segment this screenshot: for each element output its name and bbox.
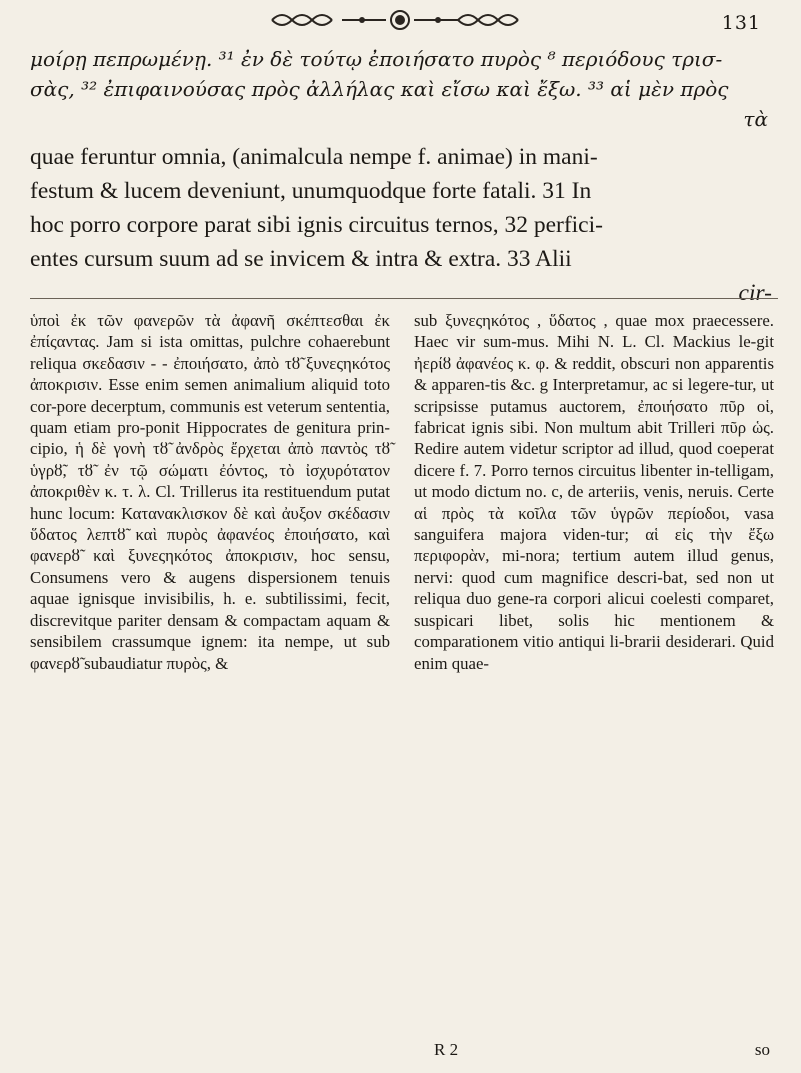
headpiece-ornament [262, 6, 538, 34]
notes-right-text: sub ξυνεςηκότος , ὕδατος , quae mox praecessere. Haec vir sum-mus. Mihi N. L. Cl. Mackius le-git ἠερίȣ ἀφανέος κ. φ. & reddit, obscuri non apparentis & apparen-tis &c. g Interpretamur, ac si legere-tur, ut scripsisse putamus auctorem, ἐποιήσατο πῦρ οἱ, fabricat ignis sibi. Non multum abit Trilleri πῦρ ὡς. Redire autem videtur scriptor ad illud, quod coeperat dicere f. 7. Porro ternos circuitus libenter in-telligam, ut modo dictum no. c, de arteriis, venis, neruis. Certe αἱ πρὸς τὰ κοῖλα τῶν ὑγρῶν περίοδοι, vasa sanguifera majora viden-tur; αἱ εἰς τὴν ἔξω περιφορὰν, mi-nora; tertium autem illud genus, nervi: quod cum magnifice descri-bat, sed non ut reliqua duo gene-ra corpori alicui coelesti comparet, suspicari libet, solis hic mentionem & comparationem vitio antiqui li-brarii desiderari. Quid enim quae- [414, 311, 774, 673]
greek-catchword: τὰ [743, 107, 768, 131]
notes-column-left [30, 310, 390, 674]
signature-mark: R 2 [434, 1040, 459, 1059]
page-number: 131 [721, 12, 761, 34]
latin-translation-block [30, 140, 780, 310]
greek-line-1: μοίρῃ πεπρωμένῃ. ³¹ ἐν δὲ τούτῳ ἐποιήσατο πυρὸς ⁸ περιόδους τρισ- [30, 47, 723, 71]
latin-line-2: festum & lucem deveniunt, unumquodque forte fatali. 31 In [30, 178, 592, 204]
notes-column-right [414, 310, 774, 674]
notes-left-text: ὑποὶ ἐκ τῶν φανερῶν τὰ ἀφανῆ σκέπτεσθαι ἐκ ἐπίςαντας. Jam si ista omittas, pulchre cohaerebunt reliqua σκεδασιν - - ἐποιήσατο, ἀπὸ τȣ̃ ξυνεςηκότος ἀποκρισιν. Esse enim semen animalium aliquid toto cor-pore decerptum, communis est veterum sententia, quam etiam pro-ponit Hippocrates de genitura prin-cipio, ἡ δὲ γονὴ τȣ̃ ἀνδρὸς ἔρχεται ἀπὸ παντὸς τȣ̃ ὑγρȣ̃, τȣ̃ ἐν τῷ σώματι ἐόντος, τὸ ἰσχυρότατον ἀποκριθὲν κ. τ. λ. Cl. Trillerus ita restituendum putat hunc locum: Κατανακλισκον δὲ καὶ ἀυξον σκέδασιν ὕδατος λεπτȣ̃ καὶ πυρὸς ἀφανέος ἐποιήσατο, καὶ φανερȣ̃ καὶ ξυνεςηκότος ἀποκρισιν, hoc sensu, Consumens vero & augens dispersionem tenuis aquae ignisque invisibilis, h. e. subtilissimi, fecit, discrevitque pariter densam & compactam aquam & sensibilem crassumque ignem: ita nempe, ut sub φανερȣ̃ subaudiatur πυρὸς, & [30, 311, 390, 673]
footer-catchword: so [754, 1040, 770, 1059]
latin-catchword: cir- [738, 280, 772, 306]
latin-line-3: hoc porro corpore parat sibi ignis circuitus ternos, 32 perfici- [30, 212, 603, 238]
latin-line-4: entes cursum suum ad se invicem & intra & extra. 33 Alii [30, 246, 572, 272]
section-divider [30, 298, 778, 299]
latin-line-1: quae feruntur omnia, (animalcula nempe f. animae) in mani- [30, 144, 598, 170]
greek-text-block [30, 44, 780, 134]
greek-line-2: σὰς, ³² ἐπιφαινούσας πρὸς ἀλλήλας καὶ εἴσω καὶ ἔξω. ³³ αἱ μὲν πρὸς [30, 77, 729, 101]
